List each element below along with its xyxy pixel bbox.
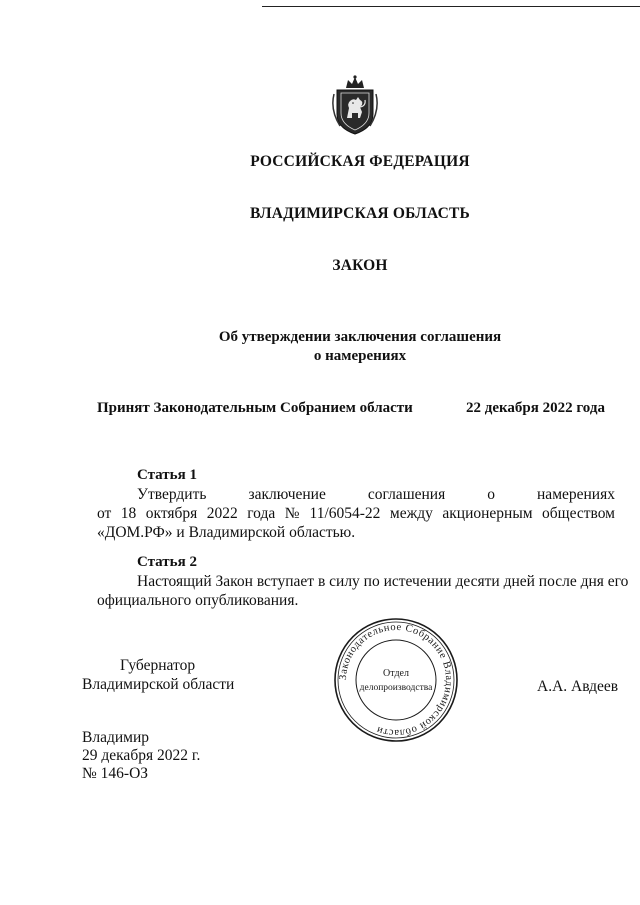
stamp-ring-text: Законодательное Собрание Владимирской области (337, 621, 455, 739)
law-number: № 146-ОЗ (82, 765, 149, 782)
region-heading: ВЛАДИМИРСКАЯ ОБЛАСТЬ (250, 205, 470, 222)
signatory-position-line-2: Владимирской области (82, 676, 235, 693)
article-1-word: заключение (248, 486, 326, 503)
official-stamp (333, 617, 459, 743)
document-type-heading: ЗАКОН (332, 257, 388, 274)
country-heading: РОССИЙСКАЯ ФЕДЕРАЦИЯ (250, 153, 470, 170)
article-1-heading: Статья 1 (137, 467, 197, 483)
law-title-line-1: Об утверждении заключения соглашения (218, 329, 502, 345)
article-1-word: Утвердить (137, 486, 207, 503)
article-2-line-2: официального опубликования. (97, 592, 299, 609)
article-1-word: соглашения (367, 486, 446, 503)
top-scan-line (262, 6, 640, 7)
city: Владимир (82, 729, 149, 746)
article-1-word: о (487, 486, 495, 503)
adoption-date: 22 декабря 2022 года (466, 400, 605, 416)
signatory-name: А.А. Авдеев (537, 678, 619, 695)
adopted-by-text: Принят Законодательным Собранием области (97, 400, 413, 416)
coat-of-arms-emblem (330, 74, 380, 136)
svg-text:Законодательное Собрание Влади (338, 622, 454, 738)
signing-date: 29 декабря 2022 г. (82, 747, 201, 764)
stamp-center-line-1: Отдел (383, 668, 409, 679)
article-1-word: намерениях (537, 486, 615, 503)
signatory-position-line-1: Губернатор (120, 657, 196, 674)
article-2-heading: Статья 2 (137, 554, 197, 570)
article-1-line-3: «ДОМ.РФ» и Владимирской областью. (97, 524, 356, 541)
article-1-line-2: от 18 октября 2022 года № 11/6054-22 между акционерным обществом (97, 505, 615, 522)
law-title-line-2: о намерениях (313, 348, 407, 364)
article-1-line-1 (137, 485, 615, 504)
article-2-line-1: Настоящий Закон вступает в силу по истечении десяти дней после дня его (137, 573, 629, 590)
stamp-center-line-2: делопроизводства (359, 683, 433, 693)
